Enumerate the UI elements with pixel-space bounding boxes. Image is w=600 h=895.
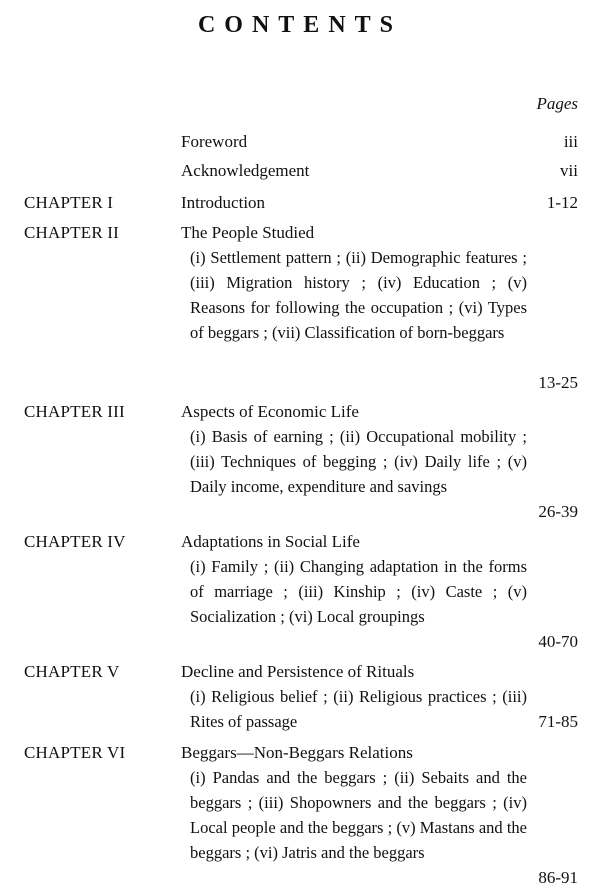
chapter-label: CHAPTER III [24, 402, 125, 421]
chapter-pages: 71-85 [538, 712, 578, 731]
chapter-pages: 26-39 [538, 502, 578, 521]
chapter-description: (i) Religious belief ; (ii) Religious practices ; (iii) Rites of passage [190, 687, 527, 731]
entry-title: Foreword [181, 132, 248, 151]
chapter-description: (i) Family ; (ii) Changing adaptation in the forms of marriage ; (iii) Kinship ; (iv) Caste ; (v) Socialization ; (vi) Local groupings [190, 557, 527, 626]
entry-pages: iii [563, 132, 578, 151]
chapter-label: CHAPTER II [24, 223, 120, 242]
chapter-label: CHAPTER V [24, 662, 120, 681]
entry-title: Acknowledgement [181, 161, 310, 180]
chapter-description: (i) Pandas and the beggars ; (ii) Sebaits and the beggars ; (iii) Shopowners and the beggars ; (iv) Local people and the beggars ; (v) Mastans and the beggars ; (vi) Jatris and the beggars [190, 768, 527, 862]
pages-column-heading: Pages [536, 94, 578, 113]
chapter-pages: 13-25 [538, 373, 578, 392]
chapter-label: CHAPTER IV [24, 532, 126, 551]
entry-pages: vii [560, 161, 578, 180]
chapter-title: Beggars—Non-Beggars Relations [181, 743, 413, 762]
chapter-description: (i) Basis of earning ; (ii) Occupational mobility ; (iii) Techniques of begging ; (iv) Daily life ; (v) Daily income, expenditure and savings [190, 427, 527, 496]
chapter-title: The People Studied [181, 223, 315, 242]
page-title: CONTENTS [197, 12, 403, 38]
chapter-label: CHAPTER VI [24, 743, 126, 762]
chapter-pages: 1-12 [546, 193, 578, 212]
chapter-title: Adaptations in Social Life [181, 532, 360, 551]
chapter-pages: 86-91 [538, 868, 578, 887]
chapter-label: CHAPTER I [24, 193, 114, 212]
chapter-title: Decline and Persistence of Rituals [181, 662, 415, 681]
chapter-pages: 40-70 [538, 632, 578, 651]
chapter-description: (i) Settlement pattern ; (ii) Demographic features ; (iii) Migration history ; (iv) Education ; (v) Reasons for following the occupation ; (vi) Types of beggars ; (vii) Classification of born-beggars [190, 248, 527, 342]
chapter-title: Introduction [181, 193, 266, 212]
chapter-title: Aspects of Economic Life [181, 402, 359, 421]
